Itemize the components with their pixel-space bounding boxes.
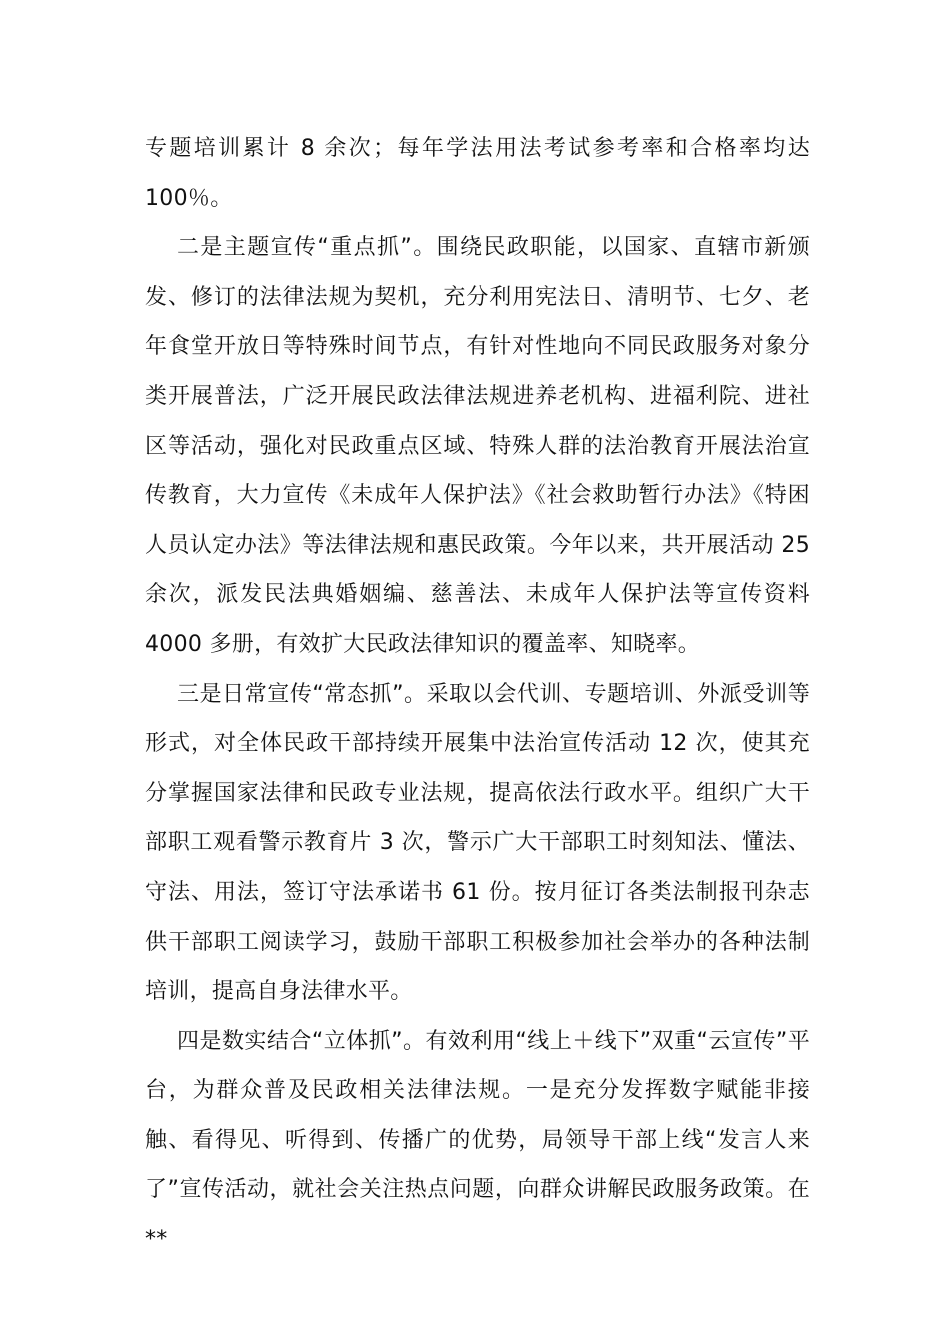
paragraph-digital-publicity: 四是数实结合“立体抓”。有效利用“线上＋线下”双重“云宣传”平台，为群众普及民政相关法律法规。一是充分发挥数字赋能非接触、看得见、听得到、传播广的优势，局领导干部上线“发言人来了”宣传活动，就社会关注热点问题，向群众讲解民政服务政策。在**	[145, 1028, 810, 1253]
paragraph-theme-publicity: 二是主题宣传“重点抓”。围绕民政职能，以国家、直辖市新颁发、修订的法律法规为契机，充分利用宪法日、清明节、七夕、老年食堂开放日等特殊时间节点，有针对性地向不同民政服务对象分类开展普法，广泛开展民政法律法规进养老机构、进福利院、进社区等活动，强化对民政重点区域、特殊人群的法治教育开展法治宣传教育，大力宣传《未成年人保护法》《社会救助暂行办法》《特困人员认定办法》等法律法规和惠民政策。今年以来，共开展活动 25 余次，派发民法典婚姻编、慈善法、未成年人保护法等宣传资料 4000 多册，有效扩大民政法律知识的覆盖率、知晓率。	[145, 235, 810, 657]
document-body	[145, 124, 810, 1265]
paragraph-continuation: 专题培训累计 8 余次；每年学法用法考试参考率和合格率均达 100％。	[145, 136, 810, 211]
paragraph-routine-publicity: 三是日常宣传“常态抓”。采取以会代训、专题培训、外派受训等形式，对全体民政干部持续开展集中法治宣传活动 12 次，使其充分掌握国家法律和民政专业法规，提高依法行政水平。组织广大干部职工观看警示教育片 3 次，警示广大干部职工时刻知法、懂法、守法、用法，签订守法承诺书 61 份。按月征订各类法制报刊杂志供干部职工阅读学习，鼓励干部职工积极参加社会举办的各种法制培训，提高自身法律水平。	[145, 681, 810, 1005]
